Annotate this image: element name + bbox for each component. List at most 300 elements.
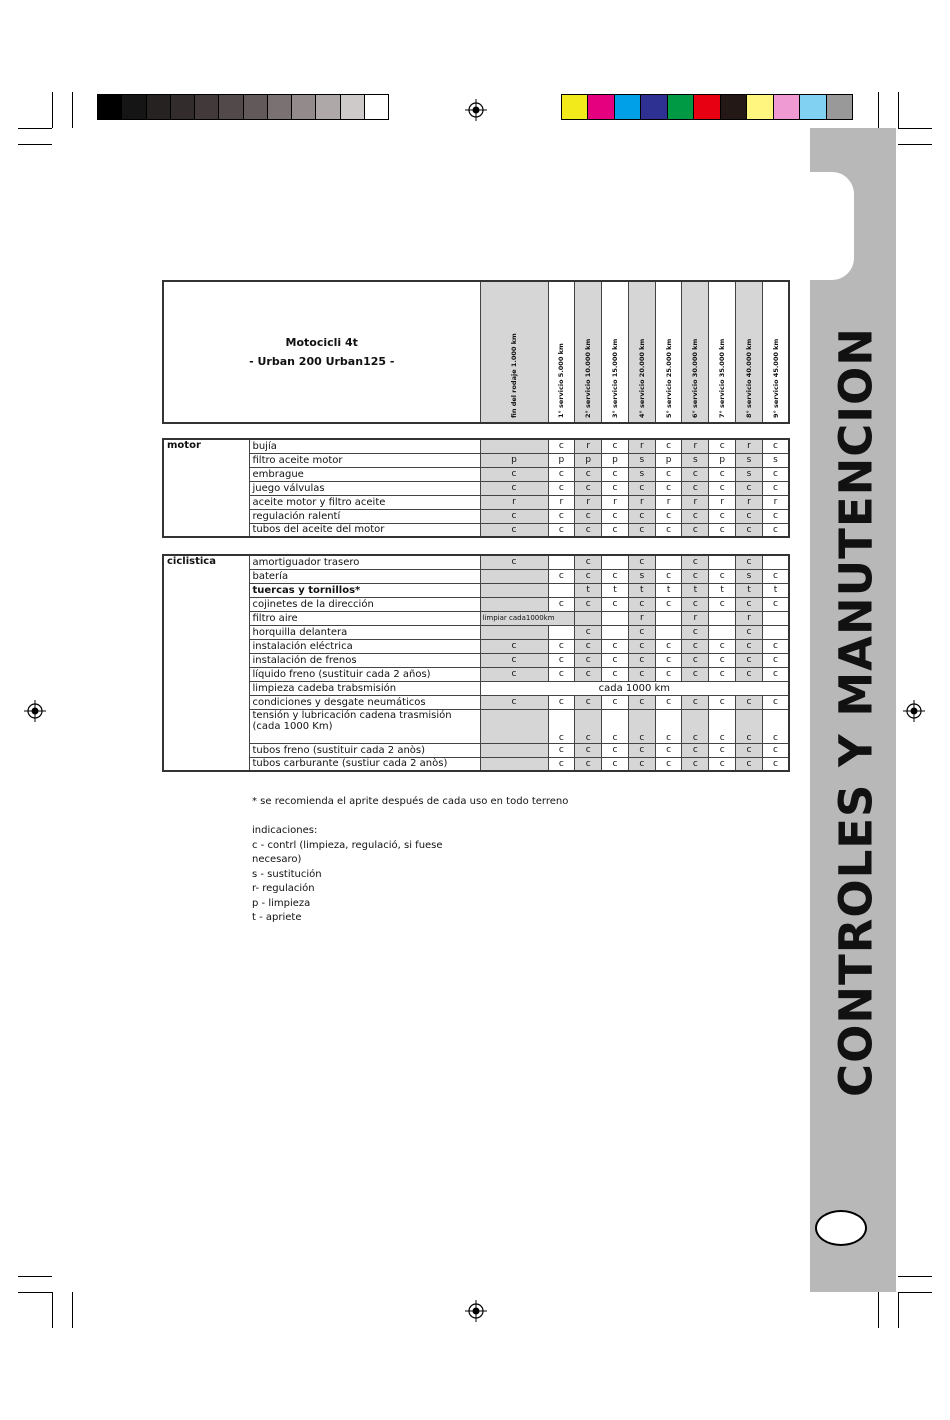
value-cell: c xyxy=(762,757,789,771)
item-text: amortiguador trasero xyxy=(252,556,360,568)
swatch xyxy=(243,95,267,119)
value-cell: c xyxy=(548,439,575,453)
value-cell: t xyxy=(736,583,763,597)
value-cell: c xyxy=(736,523,763,537)
value-cell: c xyxy=(655,653,682,667)
value-cell: s xyxy=(762,453,789,467)
value-cell: c xyxy=(736,597,763,611)
value-cell: c xyxy=(602,439,629,453)
footnote: * se recomienda el aprite después de cada uso en todo terreno xyxy=(252,796,569,807)
value-cell: c xyxy=(682,639,709,653)
value-cell: r xyxy=(682,495,709,509)
value-cell: c xyxy=(655,467,682,481)
value-cell: t xyxy=(655,583,682,597)
crop-mark xyxy=(898,128,932,129)
value-cell: s xyxy=(736,467,763,481)
value-cell xyxy=(480,597,548,611)
swatch xyxy=(340,95,364,119)
value-cell xyxy=(762,555,789,569)
value-cell: c xyxy=(709,481,736,495)
value-cell: c xyxy=(628,667,655,681)
value-cell: c xyxy=(548,695,575,709)
value-cell: c xyxy=(655,695,682,709)
swatch xyxy=(315,95,339,119)
item-label xyxy=(249,625,480,639)
crop-mark xyxy=(898,92,899,128)
legend-notes xyxy=(252,824,443,926)
value-cell: c xyxy=(480,653,548,667)
column-header-label: 8° servicio 40.000 km xyxy=(744,338,753,418)
item-text: tubos freno (sustituir cada 2 anòs) xyxy=(252,744,426,756)
value-cell: c xyxy=(682,523,709,537)
item-text: limpieza cadeba trabsmisión xyxy=(252,682,397,694)
crop-mark xyxy=(72,1292,73,1328)
value-cell xyxy=(548,625,575,639)
item-label xyxy=(249,757,480,771)
crop-mark xyxy=(878,92,879,128)
value-cell: p xyxy=(480,453,548,467)
item-text: tubos carburante (sustiur cada 2 anòs) xyxy=(252,758,448,770)
swatch xyxy=(146,95,170,119)
value-cell xyxy=(762,611,789,625)
column-header-label: 7° servicio 35.000 km xyxy=(718,338,727,418)
item-text: (cada 1000 Km) xyxy=(252,720,333,732)
value-cell: c xyxy=(480,695,548,709)
value-cell: c xyxy=(682,709,709,743)
value-cell xyxy=(602,611,629,625)
value-cell xyxy=(480,743,548,757)
value-cell: s xyxy=(736,569,763,583)
swatch xyxy=(291,95,315,119)
item-label xyxy=(249,569,480,583)
item-label xyxy=(249,611,480,625)
table-row xyxy=(163,709,789,743)
value-cell: c xyxy=(736,709,763,743)
value-cell xyxy=(602,625,629,639)
value-cell: t xyxy=(762,583,789,597)
item-label xyxy=(249,509,480,523)
value-cell: c xyxy=(736,555,763,569)
value-cell: c xyxy=(762,523,789,537)
value-cell: c xyxy=(709,439,736,453)
value-cell: s xyxy=(682,453,709,467)
value-cell: c xyxy=(628,625,655,639)
value-cell: c xyxy=(628,653,655,667)
value-cell: c xyxy=(762,439,789,453)
item-text: embrague xyxy=(252,468,304,480)
sidebar-tab-notch xyxy=(798,172,854,280)
legend-line: t - apriete xyxy=(252,912,302,923)
value-cell: c xyxy=(575,653,602,667)
crop-mark xyxy=(898,1276,932,1277)
value-cell: c xyxy=(602,523,629,537)
item-text: regulación ralentí xyxy=(252,510,341,522)
swatch xyxy=(720,95,746,119)
swatch xyxy=(799,95,825,119)
item-label xyxy=(249,653,480,667)
value-cell: c xyxy=(628,709,655,743)
column-header xyxy=(682,281,709,423)
value-cell: c xyxy=(762,639,789,653)
item-text: juego válvulas xyxy=(252,482,325,494)
column-header xyxy=(709,281,736,423)
value-cell: c xyxy=(628,757,655,771)
value-cell: c xyxy=(548,597,575,611)
value-cell: r xyxy=(655,495,682,509)
column-header-label: fin del rodaje 1.000 km xyxy=(510,333,518,418)
item-text: tuercas y tornillos* xyxy=(252,584,361,596)
section-label: motor xyxy=(163,439,249,537)
value-cell: r xyxy=(628,439,655,453)
value-cell: c xyxy=(762,569,789,583)
value-cell: c xyxy=(575,757,602,771)
crop-mark xyxy=(72,92,73,128)
column-header xyxy=(480,281,548,423)
value-cell: c xyxy=(602,743,629,757)
value-cell: c xyxy=(628,509,655,523)
value-cell: p xyxy=(655,453,682,467)
value-cell xyxy=(655,611,682,625)
value-cell: c xyxy=(548,523,575,537)
value-cell: r xyxy=(736,611,763,625)
value-cell: c xyxy=(548,569,575,583)
value-cell: c xyxy=(575,569,602,583)
value-cell xyxy=(602,555,629,569)
swatch xyxy=(614,95,640,119)
model-variants: - Urban 200 Urban125 - xyxy=(249,355,395,368)
value-cell: c xyxy=(736,625,763,639)
value-cell: c xyxy=(655,757,682,771)
legend-line: s - sustitución xyxy=(252,868,322,880)
value-cell xyxy=(480,625,548,639)
value-cell: c xyxy=(628,597,655,611)
item-label xyxy=(249,667,480,681)
table-row xyxy=(163,495,789,509)
value-cell xyxy=(480,569,548,583)
value-cell: c xyxy=(575,743,602,757)
column-header xyxy=(655,281,682,423)
table-row xyxy=(163,653,789,667)
crop-mark xyxy=(18,1276,52,1277)
value-cell: c xyxy=(762,709,789,743)
item-label xyxy=(249,467,480,481)
column-header xyxy=(602,281,629,423)
interval-cell: cada 1000 km xyxy=(480,681,789,695)
value-cell: r xyxy=(548,495,575,509)
section-title: CONTROLES Y MANUTENCION xyxy=(829,327,883,1097)
value-cell: r xyxy=(480,495,548,509)
value-cell: c xyxy=(762,597,789,611)
table-row xyxy=(163,583,789,597)
swatch xyxy=(562,95,587,119)
value-cell: c xyxy=(480,639,548,653)
value-cell: c xyxy=(655,639,682,653)
swatch xyxy=(170,95,194,119)
value-cell: c xyxy=(736,743,763,757)
item-label xyxy=(249,695,480,709)
value-cell: r xyxy=(628,495,655,509)
value-cell: c xyxy=(602,695,629,709)
value-cell xyxy=(575,611,602,625)
value-cell: c xyxy=(575,597,602,611)
crop-mark xyxy=(898,1292,932,1293)
value-cell: p xyxy=(575,453,602,467)
value-cell: c xyxy=(480,523,548,537)
value-cell: c xyxy=(709,509,736,523)
value-cell: r xyxy=(762,495,789,509)
column-header-label: 9° servicio 45.000 km xyxy=(771,338,780,418)
color-calibration-bar xyxy=(561,94,853,120)
item-label xyxy=(249,743,480,757)
value-cell: c xyxy=(709,597,736,611)
item-label xyxy=(249,481,480,495)
value-cell: c xyxy=(655,709,682,743)
item-text: tensión y lubricación cadena trasmisión xyxy=(252,709,452,721)
swatch xyxy=(194,95,218,119)
item-text: filtro aire xyxy=(252,612,298,624)
table-row xyxy=(163,439,789,453)
page-number-oval xyxy=(815,1210,867,1246)
value-cell: c xyxy=(602,653,629,667)
value-cell: c xyxy=(575,695,602,709)
value-cell: r xyxy=(602,495,629,509)
value-cell: c xyxy=(628,743,655,757)
value-cell: c xyxy=(628,555,655,569)
value-cell: c xyxy=(628,523,655,537)
value-cell: c xyxy=(682,667,709,681)
value-cell: r xyxy=(575,439,602,453)
value-cell: r xyxy=(575,495,602,509)
column-header xyxy=(575,281,602,423)
item-text: instalación de frenos xyxy=(252,654,357,666)
item-label xyxy=(249,439,480,453)
table-row xyxy=(163,597,789,611)
model-title-cell xyxy=(163,281,480,423)
value-cell: c xyxy=(655,743,682,757)
registration-mark-icon xyxy=(465,1300,487,1322)
value-cell: c xyxy=(480,481,548,495)
value-cell: c xyxy=(736,653,763,667)
swatch xyxy=(267,95,291,119)
swatch xyxy=(364,95,388,119)
item-label xyxy=(249,523,480,537)
value-cell: t xyxy=(682,583,709,597)
value-cell: c xyxy=(682,597,709,611)
value-cell: c xyxy=(548,653,575,667)
column-header-label: 5° servicio 25.000 km xyxy=(664,338,673,418)
value-cell: r xyxy=(682,611,709,625)
value-cell: r xyxy=(628,611,655,625)
value-cell: c xyxy=(602,709,629,743)
value-cell: c xyxy=(709,743,736,757)
value-cell: c xyxy=(548,709,575,743)
item-text: bujía xyxy=(252,440,277,452)
table-row xyxy=(163,467,789,481)
value-cell: c xyxy=(602,481,629,495)
value-cell: c xyxy=(575,639,602,653)
value-cell: c xyxy=(628,639,655,653)
crop-mark xyxy=(898,144,932,145)
value-cell: c xyxy=(480,555,548,569)
value-cell: c xyxy=(602,757,629,771)
value-cell: c xyxy=(682,695,709,709)
table-row xyxy=(163,611,789,625)
section-label: ciclistica xyxy=(163,555,249,771)
table-row xyxy=(163,625,789,639)
value-cell: c xyxy=(682,467,709,481)
table-row xyxy=(163,757,789,771)
swatch xyxy=(746,95,772,119)
value-cell: c xyxy=(736,667,763,681)
ciclistica-table xyxy=(162,554,790,772)
column-header-label: 1° servicio 5.000 km xyxy=(557,343,566,418)
value-cell: c xyxy=(575,509,602,523)
item-label xyxy=(249,583,480,597)
table-row xyxy=(163,555,789,569)
value-cell: p xyxy=(709,453,736,467)
item-text: cojinetes de la dirección xyxy=(252,598,374,610)
item-text: líquido freno (sustituir cada 2 años) xyxy=(252,668,431,680)
value-cell: c xyxy=(655,667,682,681)
legend-line: necesaro) xyxy=(252,854,302,865)
maintenance-header-table xyxy=(162,280,790,424)
value-cell: s xyxy=(628,467,655,481)
value-cell xyxy=(480,439,548,453)
crop-mark xyxy=(18,1292,52,1293)
value-cell: c xyxy=(682,569,709,583)
value-cell xyxy=(655,555,682,569)
value-cell: c xyxy=(682,757,709,771)
table-row xyxy=(163,481,789,495)
interval-cell: limpiar cada1000km xyxy=(480,611,575,625)
legend-title: indicaciones: xyxy=(252,825,318,836)
value-cell: c xyxy=(655,509,682,523)
item-label xyxy=(249,495,480,509)
legend-line: c - contrl (limpieza, regulació, si fuese xyxy=(252,839,443,851)
value-cell xyxy=(655,625,682,639)
crop-mark xyxy=(18,128,52,129)
value-cell: c xyxy=(709,569,736,583)
value-cell: c xyxy=(762,509,789,523)
column-header xyxy=(736,281,763,423)
value-cell: c xyxy=(575,555,602,569)
item-text: horquilla delantera xyxy=(252,626,348,638)
value-cell: c xyxy=(736,639,763,653)
value-cell: c xyxy=(480,509,548,523)
registration-mark-icon xyxy=(465,99,487,121)
value-cell: t xyxy=(628,583,655,597)
value-cell: c xyxy=(575,709,602,743)
value-cell: c xyxy=(736,481,763,495)
value-cell: c xyxy=(762,653,789,667)
value-cell: c xyxy=(548,743,575,757)
value-cell: c xyxy=(548,757,575,771)
value-cell: c xyxy=(602,667,629,681)
value-cell: c xyxy=(736,757,763,771)
column-header-label: 4° servicio 20.000 km xyxy=(637,338,646,418)
value-cell: c xyxy=(682,625,709,639)
value-cell: c xyxy=(709,695,736,709)
value-cell xyxy=(480,583,548,597)
grayscale-calibration-bar xyxy=(97,94,389,120)
value-cell: c xyxy=(682,743,709,757)
value-cell: c xyxy=(682,509,709,523)
swatch xyxy=(640,95,666,119)
table-row xyxy=(163,639,789,653)
value-cell: c xyxy=(628,481,655,495)
crop-mark xyxy=(52,1292,53,1328)
registration-mark-icon xyxy=(24,700,46,722)
value-cell xyxy=(548,583,575,597)
value-cell: r xyxy=(736,495,763,509)
value-cell: c xyxy=(655,597,682,611)
legend-line: r- regulación xyxy=(252,883,315,894)
value-cell: c xyxy=(602,639,629,653)
value-cell: c xyxy=(628,695,655,709)
value-cell: c xyxy=(480,467,548,481)
swatch xyxy=(98,95,121,119)
value-cell: c xyxy=(709,667,736,681)
value-cell: c xyxy=(655,481,682,495)
column-header xyxy=(548,281,575,423)
table-row xyxy=(163,681,789,695)
column-header-label: 3° servicio 15.000 km xyxy=(610,338,619,418)
value-cell: c xyxy=(682,653,709,667)
value-cell: p xyxy=(548,453,575,467)
item-text: tubos del aceite del motor xyxy=(252,524,385,536)
value-cell: c xyxy=(762,467,789,481)
column-header xyxy=(762,281,789,423)
value-cell: c xyxy=(762,481,789,495)
value-cell: t xyxy=(602,583,629,597)
value-cell: s xyxy=(736,453,763,467)
value-cell: c xyxy=(762,695,789,709)
value-cell: c xyxy=(736,509,763,523)
value-cell: c xyxy=(575,667,602,681)
value-cell: c xyxy=(602,597,629,611)
crop-mark xyxy=(898,1292,899,1328)
table-row xyxy=(163,523,789,537)
value-cell: r xyxy=(709,495,736,509)
motor-table xyxy=(162,438,790,538)
value-cell: r xyxy=(736,439,763,453)
item-label xyxy=(249,453,480,467)
table-row xyxy=(163,509,789,523)
swatch xyxy=(667,95,693,119)
value-cell: p xyxy=(602,453,629,467)
value-cell: c xyxy=(548,481,575,495)
swatch xyxy=(218,95,242,119)
value-cell xyxy=(548,555,575,569)
value-cell: c xyxy=(682,555,709,569)
value-cell: c xyxy=(655,523,682,537)
value-cell xyxy=(709,555,736,569)
table-row xyxy=(163,667,789,681)
registration-mark-icon xyxy=(903,700,925,722)
item-label xyxy=(249,709,480,743)
value-cell: c xyxy=(548,467,575,481)
table-row xyxy=(163,453,789,467)
value-cell: c xyxy=(602,569,629,583)
value-cell: c xyxy=(709,523,736,537)
value-cell xyxy=(762,625,789,639)
value-cell: c xyxy=(480,667,548,681)
item-text: aceite motor y filtro aceite xyxy=(252,496,386,508)
value-cell xyxy=(709,625,736,639)
value-cell: s xyxy=(628,453,655,467)
value-cell: c xyxy=(762,667,789,681)
value-cell: c xyxy=(709,653,736,667)
